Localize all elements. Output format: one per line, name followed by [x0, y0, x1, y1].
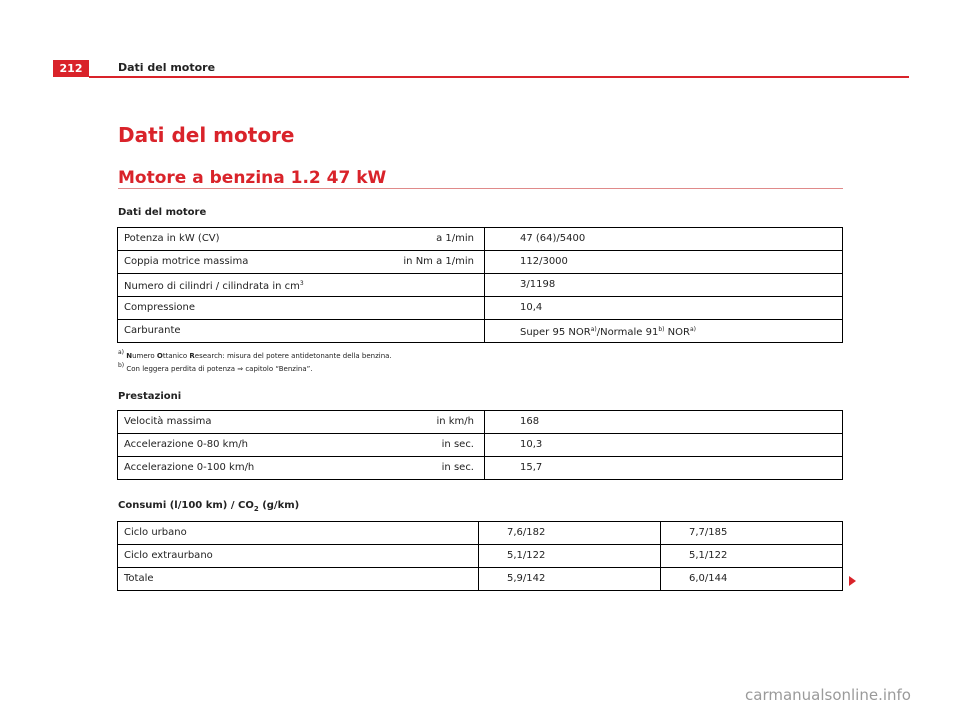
table-row [118, 251, 843, 274]
row-value: Super 95 NOR$^{a)}$/Normale 91$^{b)}$ NOR$^{a)}$ [485, 320, 843, 343]
row-value: 168 [485, 411, 843, 434]
engine-data-title: Dati del motore [118, 207, 207, 218]
row-label: Accelerazione 0-80 km/h [118, 434, 381, 457]
continue-arrow-icon [849, 576, 856, 586]
row-value-2: 6,0/144 [661, 568, 843, 591]
row-value: 10,3 [485, 434, 843, 457]
header-divider [89, 76, 909, 78]
row-label: Totale [118, 568, 479, 591]
consumption-table [117, 521, 843, 591]
row-unit: in km/h [380, 411, 485, 434]
row-unit [380, 320, 485, 343]
row-value-2: 7,7/185 [661, 522, 843, 545]
row-value: 10,4 [485, 297, 843, 320]
section-divider [118, 188, 843, 189]
header-title: Dati del motore [118, 61, 216, 74]
table-row [118, 568, 843, 591]
row-unit: in Nm a 1/min [380, 251, 485, 274]
row-unit: a 1/min [380, 228, 485, 251]
table-row [118, 274, 843, 297]
page-heading: Dati del motore [118, 123, 295, 147]
row-value: 112/3000 [485, 251, 843, 274]
row-value-1: 7,6/182 [479, 522, 661, 545]
watermark: carmanualsonline.info [745, 686, 911, 704]
table-row [118, 320, 843, 343]
performance-title: Prestazioni [118, 391, 182, 402]
row-value-1: 5,9/142 [479, 568, 661, 591]
row-label: Ciclo extraurbano [118, 545, 479, 568]
table-row [118, 545, 843, 568]
row-unit: in sec. [380, 457, 485, 480]
table-row [118, 457, 843, 480]
row-label: Coppia motrice massima [118, 251, 381, 274]
row-label: Carburante [118, 320, 381, 343]
row-label: Numero di cilindri / cilindrata in $cm^3$ [118, 274, 381, 297]
section-heading: Motore a benzina 1.2 47 kW [118, 168, 387, 188]
row-unit [380, 274, 485, 297]
consumption-title: Consumi (l/100 $km) / CO_2$ (g/km) [118, 500, 300, 513]
row-value: 3/1198 [485, 274, 843, 297]
table-row [118, 297, 843, 320]
row-label: Compressione [118, 297, 381, 320]
row-unit [380, 297, 485, 320]
engine-data-table [117, 227, 843, 343]
row-value-2: 5,1/122 [661, 545, 843, 568]
row-label: Ciclo urbano [118, 522, 479, 545]
row-value: 15,7 [485, 457, 843, 480]
footnote-a: $^{a)}$ Numero Ottanico Research: misura del potere antidetonante della benzina. [118, 349, 392, 360]
table-row [118, 411, 843, 434]
table-row [118, 522, 843, 545]
row-label: Velocità massima [118, 411, 381, 434]
row-value: 47 (64)/5400 [485, 228, 843, 251]
page-number: 212 [53, 60, 89, 77]
performance-table [117, 410, 843, 480]
table-row [118, 434, 843, 457]
row-value-1: 5,1/122 [479, 545, 661, 568]
footnote-b: $^{b)}$ Con leggera perdita di potenza ⇒ capitolo “Benzina”. [118, 362, 313, 373]
row-label: Potenza in kW (CV) [118, 228, 381, 251]
row-unit: in sec. [380, 434, 485, 457]
table-row [118, 228, 843, 251]
row-label: Accelerazione 0-100 km/h [118, 457, 381, 480]
